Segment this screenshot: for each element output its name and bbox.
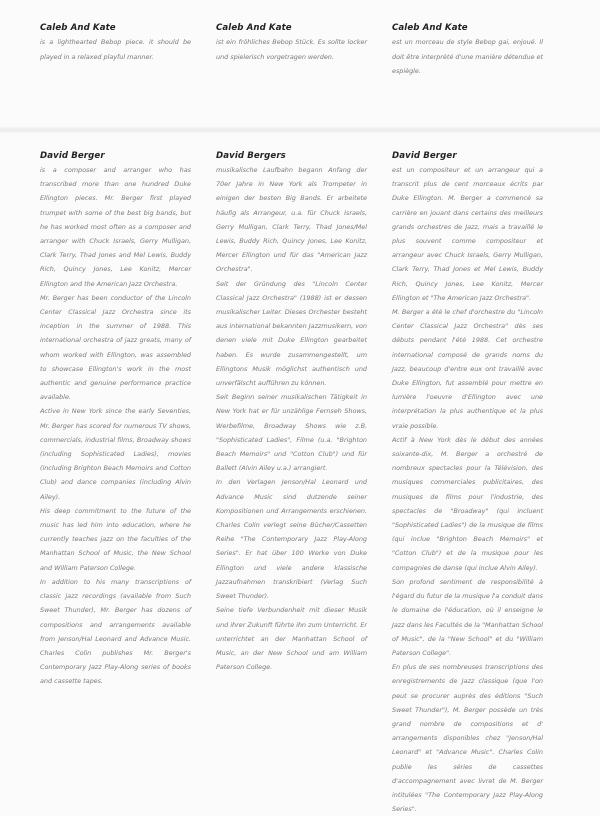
paragraph: His deep commitment to the future of the music has led him into education, where he currently teaches jazz on the faculties of the Manhattan School of Music, the New School and William Paterson College. [40, 506, 191, 572]
caleb-english-column [40, 22, 191, 64]
page-fold-crease [0, 127, 600, 133]
berger-french-column [392, 150, 543, 816]
paragraph: Mr. Berger has been conductor of the Lincoln Center Classical Jazz Orchestra since its inception in the summer of 1988. This international orchestra of jazz greats, many of whom worked with Ellington, was assembled to showcase Ellington's work in the most authentic and genuine performance practice available. [40, 293, 191, 402]
section-title: David Berger [40, 151, 105, 161]
paragraph: En plus de ses nombreuses transcriptions des enregistrements de Jazz classique (que l'on peut se procurer auprès des éditions "Such Sweet Thunder"), M. Berger possède un très grand nombre de compositions et d' arrangements disponibles chez "Jenson/Hal Leonard" et "Advance Music". Charles Colin publie les séries de cassettes d'accompagnement avec livret de M. Berger intitulées "The Contemporary Jazz Play-Along Series". [392, 663, 543, 814]
paragraph: Seine tiefe Verbundenheit mit dieser Musik und ihrer Zukunft führte ihn zum Unterricht. Er unterrichtet an der Manhattan School of Music, an der New School und am William Paterson College. [216, 606, 367, 672]
berger-english-column [40, 150, 191, 689]
caleb-german-column [216, 22, 367, 64]
caleb-french-column [392, 22, 543, 79]
section-title: Caleb And Kate [216, 23, 292, 33]
section-title: David Bergers [216, 151, 286, 161]
berger-german-column [216, 150, 367, 674]
paragraph: is a composer and arranger who has transcribed more than one hundred Duke Ellington pieces. Mr. Berger first played trumpet with some of the best big bands, but he has worked most often as a composer and arranger with Chuck Israels, Gerry Mulligan, Clark Terry, Thad Jones and Mel Lewis, Buddy Rich, Quincy Jones, Lee Konitz, Mercer Ellington and the American Jazz Orchestra. [40, 166, 191, 288]
paragraph: is a lighthearted Bebop piece. it should be played in a relaxed playful manner. [40, 38, 191, 61]
paragraph: Active in New York since the early Seventies, Mr. Berger has scored for numerous TV shows, commercials, industrial films, Broadway shows (including Sophisticated Ladies), movies (including Brighton Beach Memoirs and Cotton Club) and dance companies (including Alvin Ailey). [40, 407, 191, 501]
paragraph: Seit Beginn seiner musikalischen Tätigkeit in New York hat er für unzählige Fernseh Shows, Werbefilme, Broadway Shows wie z.B. "Sophisticated Ladies", Filme (u.a. "Brighton Beach Memoirs" und "Cotton Club") und für Ballett (Alvin Ailey u.a.) arrangiert. [216, 393, 367, 473]
paragraph: musikalische Laufbahn begann Anfang der 70er Jahre in New York als Trompeter in einigen der besten Big Bands. Er arbeitete häufig als Arrangeur, u.a. für Chuck Israels, Gerry Mulligan, Clark Terry, Thad Jones/Mel Lewis, Buddy Rich, Quincy Jones, Lee Konitz, Mercer Ellington und für das "American Jazz Orchestra". [216, 166, 367, 274]
paragraph: In addition to his many transcriptions of classic jazz recordings (available from Such Sweet Thunder), Mr. Berger has dozens of compositions and arrangements available from Jenson/Hal Leonard and Advance Music. Charles Colin publishes Mr. Berger's Contemporary Jazz Play-Along series of books and cassette tapes. [40, 577, 191, 686]
paragraph: M. Berger a été le chef d'orchestre du "Lincoln Center Classical Jazz Orchestra" dès ses débuts pendant l'été 1988. Cet orchestre international composé de grands noms du Jazz, beaucoup d'entre eux ont travaillé avec Duke Ellington, fut assemblé pour mettre en lumière l'oeuvre d'Ellington avec une interprétation la plus authentique et la plus vraie possible. [392, 308, 543, 430]
paragraph: Son profond sentiment de responsibilité à l'égard du futur de la musique l'a conduit dans le domaine de l'éducation, où il enseigne le Jazz dans les Facultés de la "Manhattan School of Music", de la "New School" et du "William Paterson College". [392, 577, 543, 657]
section-title: Caleb And Kate [40, 23, 116, 33]
paragraph: est un compositeur et un arrangeur qui a transcrit plus de cent morceaux écrits par Duke Ellington. M. Berger a commencé sa carrière en jouant dans certains des meilleurs grands orchestres de Jazz, mais a travaillé le plus souvent comme compositeur et arrangeur avec Chuck Israels, Gerry Mulligan, Clark Terry, Thad Jones et Mel Lewis, Buddy Rich, Quincy Jones, Lee Konitz, Mercer Ellington et "The American Jazz Orchestra". [392, 166, 543, 302]
paragraph: est un morceau de style Bebop gai, enjoué. Il doit être interprété d'une manière détendue et espiègle. [392, 38, 543, 75]
paragraph: Seit der Gründung des "Lincoln Center Classical Jazz Orchestra" (1988) ist er dessen musikalischer Leiter. Dieses Orchester besteht aus international bekannten Jazzmusikern, von denen viele mit Duke Ellington gearbeitet haben. Es wurde zusammengestellt, um Ellingtons Musik möglichst authentisch und unverfälscht aufführen zu können. [216, 279, 367, 388]
paragraph: In den Verlagen Jenson/Hal Leonard und Advance Music sind dutzende seiner Kompositionen und Arrangements erschienen. Charles Colin verlegt seine Bücher/Cassetten Reihe "The Contemporary Jazz Play-Along Series". Er hat über 100 Werke von Duke Ellington und viele andere klassische Jazzaufnahmen transkribiert (Verlag Such Sweet Thunder). [216, 478, 367, 601]
paragraph: Actif à New York dès le début des années soixante-dix, M. Berger a orchestré de nombreux spectacles pour la Télévision, des musiques commerciales publicitaires, des musiques de films pour l'industrie, des spectacles de "Broadway" (qui incluent "Sophisticated Ladies") de la musique de films (qui inclue "Brighton Beach Memoirs" et "Cotton Club") et de la musique pour les compagnies de danse (qui inclue Alvin Ailey). [392, 435, 543, 572]
section-title: Caleb And Kate [392, 23, 468, 33]
section-title: David Berger [392, 151, 457, 161]
paragraph: ist ein fröhliches Bebop Stück. Es sollte locker und spielerisch vorgetragen werden. [216, 38, 367, 61]
